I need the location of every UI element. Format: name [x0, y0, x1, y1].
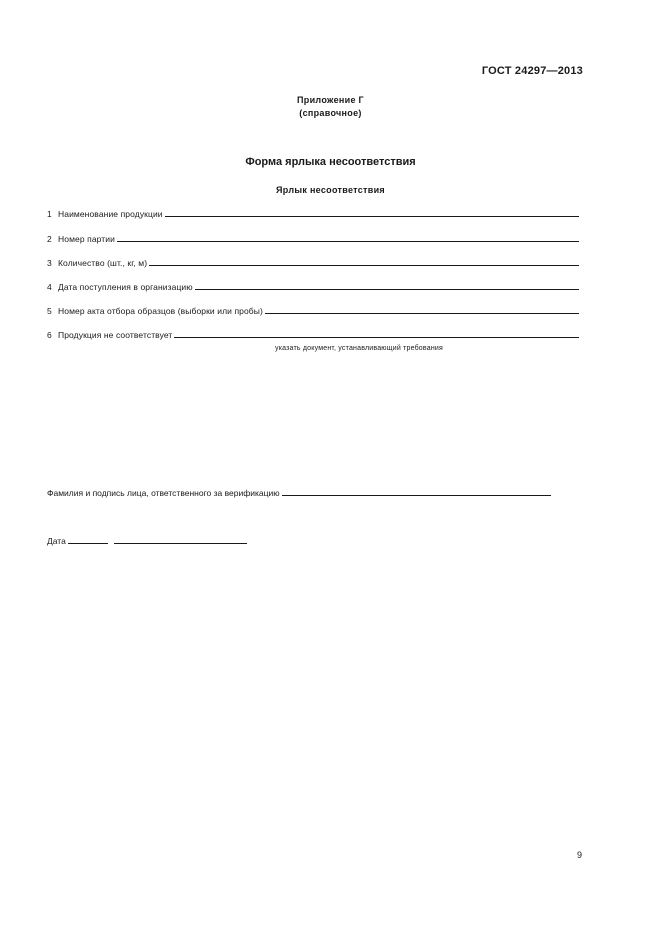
- blank-line: [174, 336, 579, 338]
- field-number: 4: [47, 282, 52, 292]
- blank-line: [149, 264, 579, 266]
- field-label: Продукция не соответствует: [58, 330, 173, 340]
- form-title: Форма ярлыка несоответствия: [245, 156, 416, 168]
- blank-line: [195, 288, 579, 290]
- blank-line: [265, 312, 579, 314]
- field-product-name: [47, 209, 579, 219]
- page-number: 9: [577, 850, 583, 860]
- field-quantity: [47, 258, 579, 268]
- signature-label: Фамилия и подпись лица, ответственного за верификацию: [47, 488, 280, 498]
- field-label: Количество (шт., кг, м): [58, 258, 148, 268]
- field-sampling-act-number: [47, 306, 579, 316]
- field-batch-number: [47, 234, 579, 244]
- field-number: 1: [47, 209, 52, 219]
- date-month-year-line: [114, 542, 247, 544]
- field-label: Номер партии: [58, 234, 115, 244]
- field-label: Номер акта отбора образцов (выборки или пробы): [58, 306, 263, 316]
- date-day-line: [68, 542, 108, 544]
- annex-subtitle: (справочное): [299, 108, 362, 118]
- document-code: ГОСТ 24297—2013: [481, 65, 583, 77]
- field-number: 6: [47, 330, 52, 340]
- date-row: [47, 536, 247, 546]
- date-label: Дата: [47, 536, 66, 546]
- signature-row: [47, 488, 551, 498]
- blank-line: [165, 215, 579, 217]
- field-number: 2: [47, 234, 52, 244]
- field-caption: указать документ, устанавливающий требования: [275, 345, 443, 352]
- signature-line: [282, 494, 551, 496]
- field-receipt-date: [47, 282, 579, 292]
- field-label: Дата поступления в организацию: [58, 282, 193, 292]
- label-title: Ярлык несоответствия: [276, 185, 385, 195]
- field-nonconformity: [47, 330, 579, 340]
- field-number: 3: [47, 258, 52, 268]
- blank-line: [117, 240, 579, 242]
- annex-title: Приложение Г: [297, 95, 364, 105]
- field-label: Наименование продукции: [58, 209, 163, 219]
- field-number: 5: [47, 306, 52, 316]
